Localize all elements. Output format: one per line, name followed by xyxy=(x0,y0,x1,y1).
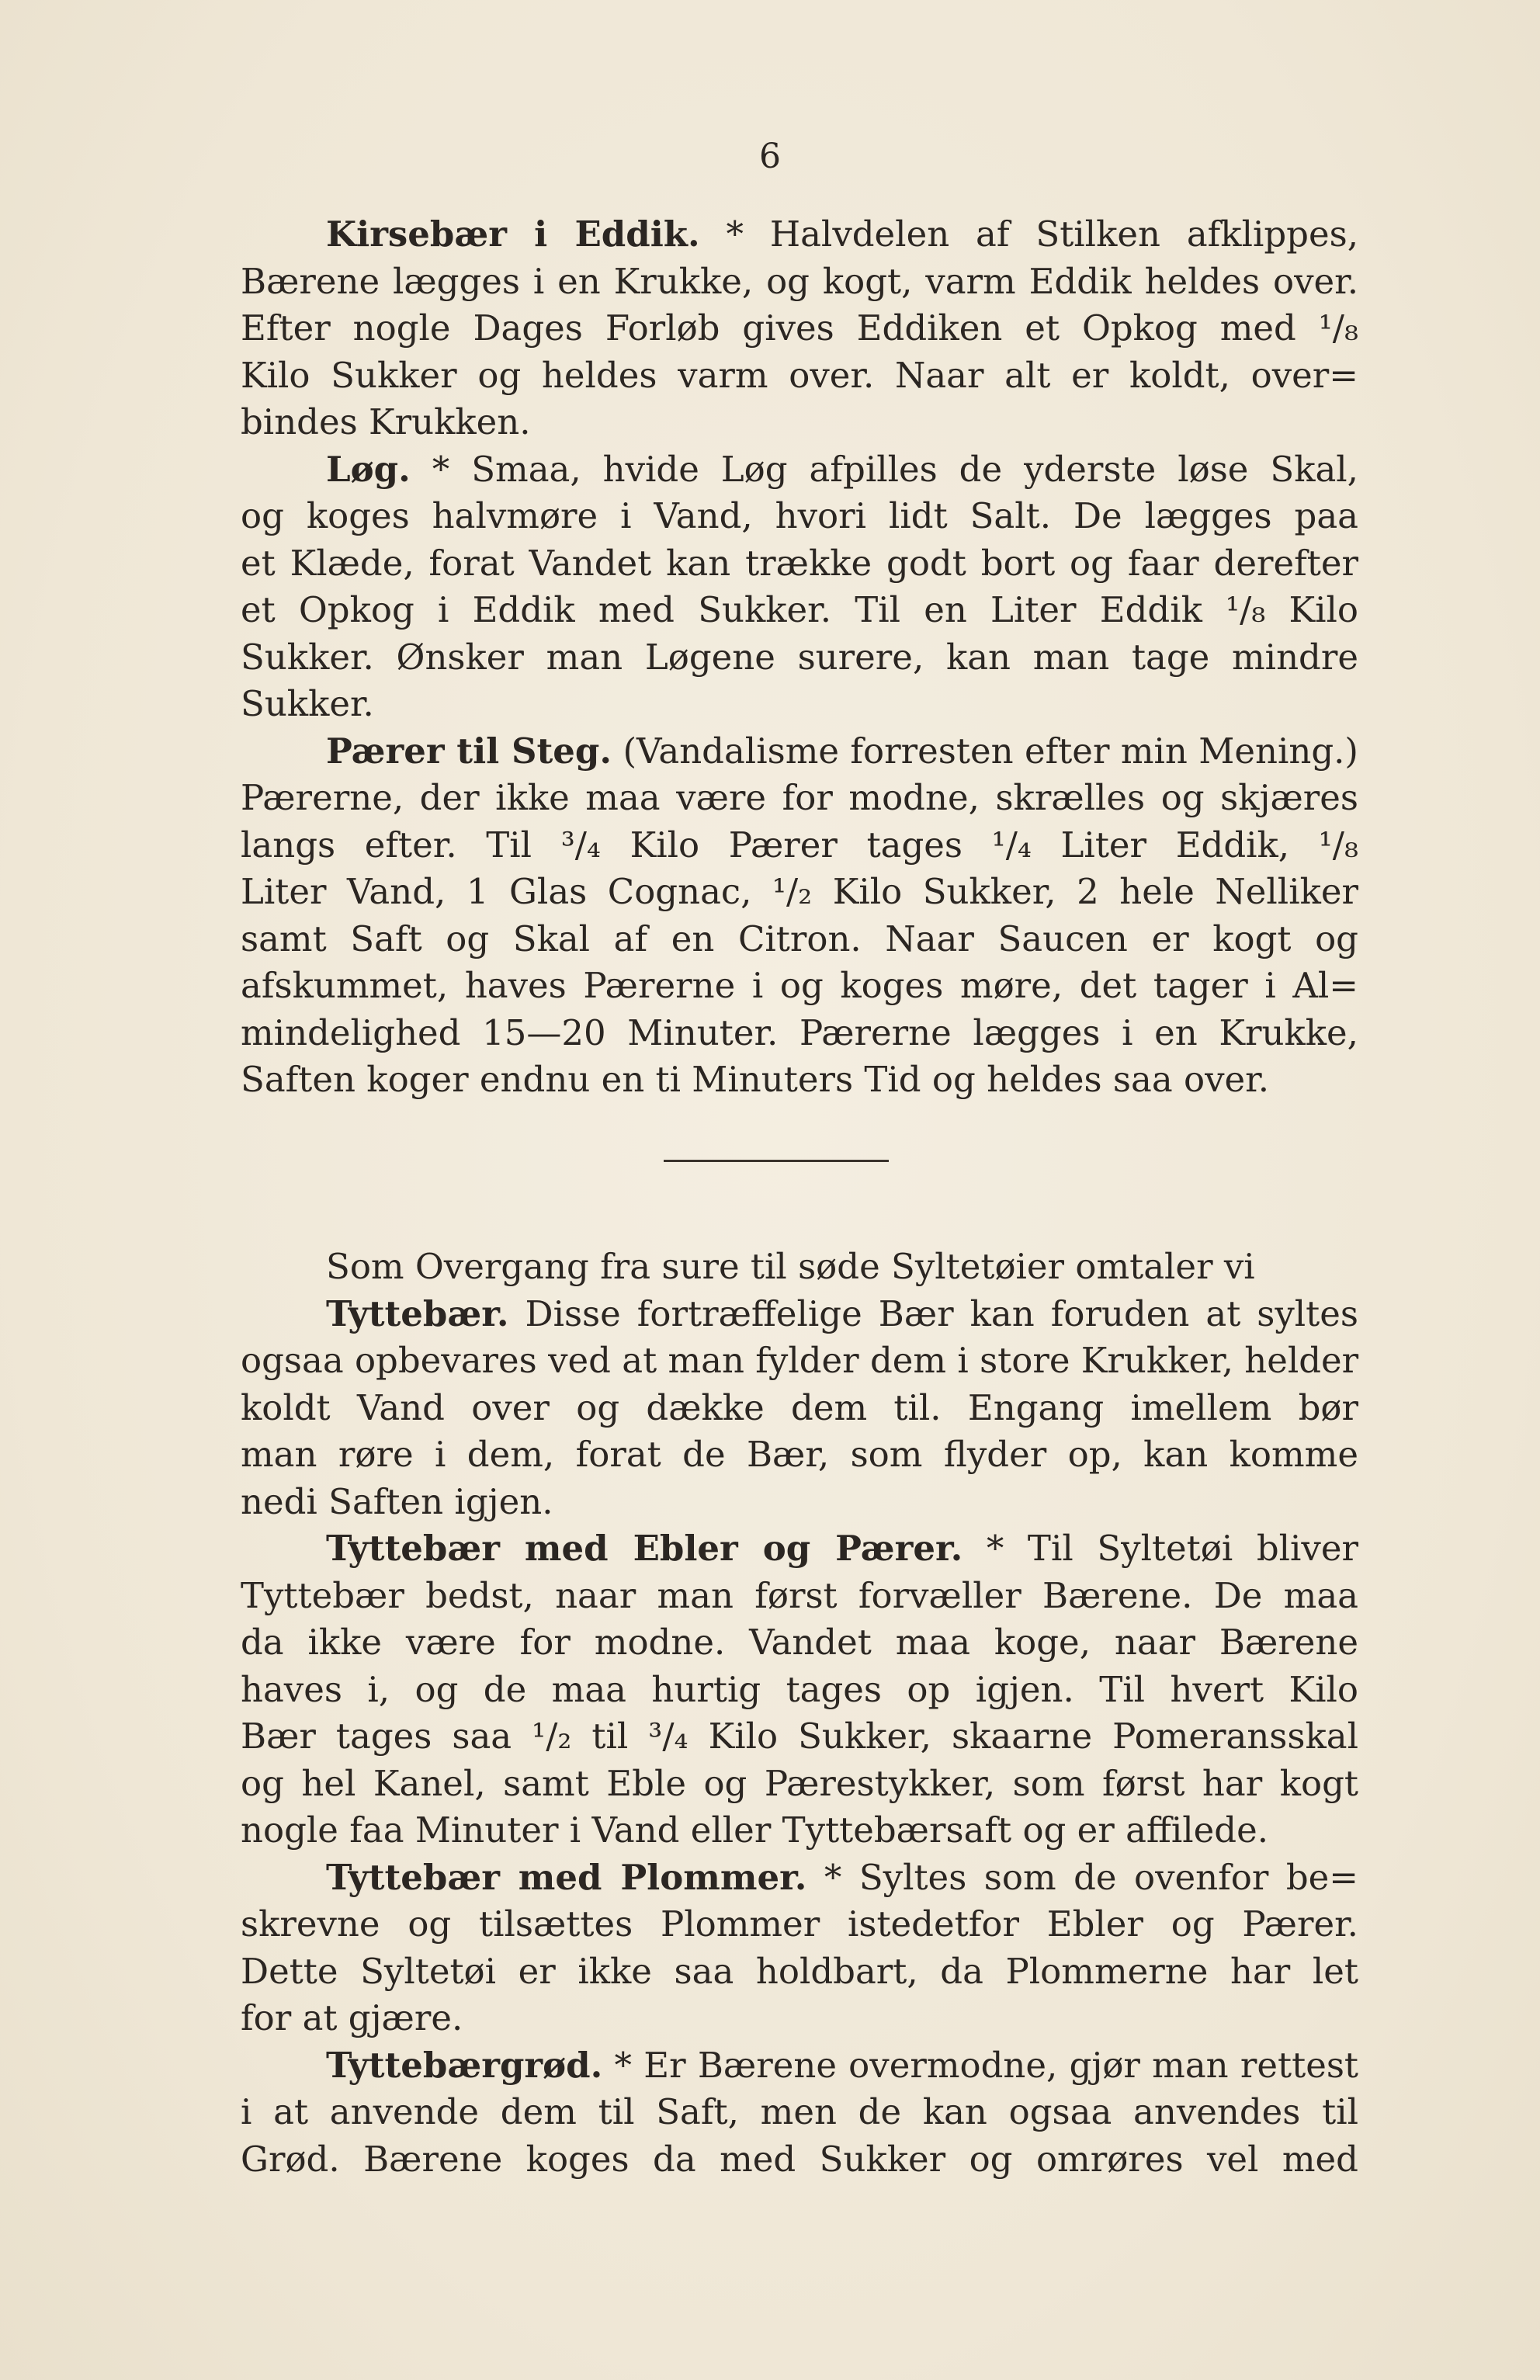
recipe-section-sour xyxy=(241,211,1358,1104)
text-line xyxy=(241,1901,1358,1948)
line-text: nedi Saften igjen. xyxy=(241,1480,553,1522)
line-text: Bærene lægges i en Krukke, og kogt, varm Eddik heldes over. xyxy=(241,260,1358,302)
section-divider xyxy=(664,1160,889,1162)
text-line xyxy=(241,1573,1358,1620)
text-line xyxy=(241,1385,1358,1432)
line-text: * Smaa, hvide Løg afpilles de yderste løse Skal, xyxy=(410,448,1358,490)
text-line xyxy=(241,399,1358,446)
line-text: og hel Kanel, samt Eble og Pærestykker, som først har kogt xyxy=(241,1762,1358,1804)
text-line xyxy=(241,681,1358,728)
text-line xyxy=(241,1431,1358,1479)
recipe-heading: Kirsebær i Eddik. xyxy=(326,213,700,255)
recipe-section-sweet xyxy=(241,1244,1358,2183)
recipe-heading: Tyttebærgrød. xyxy=(326,2044,603,2086)
line-text: langs efter. Til ³/₄ Kilo Pærer tages ¹/₄ Liter Eddik, ¹/₈ xyxy=(241,824,1358,866)
line-text: Dette Syltetøi er ikke saa holdbart, da Plommerne har let xyxy=(241,1950,1358,1992)
text-line xyxy=(241,1056,1358,1104)
line-text: Grød. Bærene koges da med Sukker og omrøres vel med xyxy=(241,2138,1358,2180)
line-text: Liter Vand, 1 Glas Cognac, ¹/₂ Kilo Sukker, 2 hele Nelliker xyxy=(241,871,1358,912)
line-text: haves i, og de maa hurtig tages op igjen. Til hvert Kilo xyxy=(241,1668,1358,1710)
text-line xyxy=(241,352,1358,400)
line-text: afskummet, haves Pærerne i og koges møre, det tager i Al= xyxy=(241,965,1358,1006)
text-line xyxy=(241,2136,1358,2184)
line-text: Pærerne, der ikke maa være for modne, skrælles og skjæres xyxy=(241,777,1358,818)
line-text: Sukker. xyxy=(241,683,374,724)
text-line xyxy=(241,1010,1358,1057)
recipe-heading: Pærer til Steg. xyxy=(326,730,612,772)
line-text: Kilo Sukker og heldes varm over. Naar alt er koldt, over= xyxy=(241,354,1358,396)
recipe-heading: Løg. xyxy=(326,448,411,490)
line-text: ogsaa opbevares ved at man fylder dem i store Krukker, helder xyxy=(241,1340,1359,1381)
text-line xyxy=(241,634,1358,682)
text-line xyxy=(241,822,1358,869)
text-line xyxy=(241,1291,1358,1338)
line-text: * Til Syltetøi bliver xyxy=(962,1528,1358,1569)
line-text: mindelighed 15—20 Minuter. Pærerne lægges i en Krukke, xyxy=(241,1011,1358,1053)
line-text: bindes Krukken. xyxy=(241,401,531,442)
text-line xyxy=(241,1713,1358,1761)
line-text: samt Saft og Skal af en Citron. Naar Saucen er kogt og xyxy=(241,918,1358,959)
line-text: Bær tages saa ¹/₂ til ³/₄ Kilo Sukker, skaarne Pomeransskal xyxy=(241,1716,1358,1757)
line-text: * Er Bærene overmodne, gjør man rettest xyxy=(602,2044,1358,2086)
line-text: et Klæde, forat Vandet kan trække godt bort og faar derefter xyxy=(241,542,1358,584)
text-line xyxy=(241,211,1358,258)
line-text: et Opkog i Eddik med Sukker. Til en Liter Eddik ¹/₈ Kilo xyxy=(241,589,1358,630)
text-line xyxy=(241,775,1358,822)
text-line xyxy=(241,1995,1358,2042)
text-line xyxy=(241,1525,1358,1573)
text-line xyxy=(241,1854,1358,1902)
text-line xyxy=(241,305,1358,352)
line-text: da ikke være for modne. Vandet maa koge, naar Bærene xyxy=(241,1622,1358,1663)
line-text: i at anvende dem til Saft, men de kan ogsaa anvendes til xyxy=(241,2091,1358,2132)
line-text: (Vandalisme forresten efter min Mening.) xyxy=(612,730,1358,772)
line-text: Sukker. Ønsker man Løgene surere, kan man tage mindre xyxy=(241,636,1358,678)
text-line xyxy=(241,446,1358,494)
text-line xyxy=(241,869,1358,916)
text-line xyxy=(241,493,1358,540)
line-text: skrevne og tilsættes Plommer istedetfor Ebler og Pærer. xyxy=(241,1903,1358,1945)
text-line xyxy=(241,916,1358,963)
text-line xyxy=(241,963,1358,1010)
text-line xyxy=(241,1667,1358,1714)
line-text: nogle faa Minuter i Vand eller Tyttebærsaft og er affilede. xyxy=(241,1809,1269,1851)
text-line xyxy=(241,2042,1358,2090)
text-line xyxy=(241,1479,1358,1526)
line-text: koldt Vand over og dække dem til. Engang imellem bør xyxy=(241,1386,1358,1428)
line-text: man røre i dem, forat de Bær, som flyder op, kan komme xyxy=(241,1434,1358,1475)
line-text: Tyttebær bedst, naar man først forvæller Bærene. De maa xyxy=(241,1574,1358,1616)
line-text: * Halvdelen af Stilken afklippes, xyxy=(699,213,1358,255)
line-text: Saften koger endnu en ti Minuters Tid og heldes saa over. xyxy=(241,1059,1269,1100)
line-text: Som Overgang fra sure til søde Syltetøier omtaler vi xyxy=(326,1246,1255,1287)
recipe-heading: Tyttebær med Plommer. xyxy=(326,1856,807,1898)
text-line xyxy=(241,1948,1358,1996)
page-number: 6 xyxy=(759,137,781,176)
line-text: og koges halvmøre i Vand, hvori lidt Salt. De lægges paa xyxy=(241,495,1358,536)
text-line xyxy=(241,1761,1358,1808)
line-text: for at gjære. xyxy=(241,1997,463,2038)
line-text: * Syltes som de ovenfor be= xyxy=(806,1856,1358,1898)
text-line xyxy=(241,587,1358,634)
line-text: Disse fortræffelige Bær kan foruden at syltes xyxy=(508,1292,1358,1334)
text-line xyxy=(241,1337,1358,1385)
recipe-heading: Tyttebær med Ebler og Pærer. xyxy=(326,1528,963,1569)
line-text: Efter nogle Dages Forløb gives Eddiken et Opkog med ¹/₈ xyxy=(241,307,1358,349)
text-line xyxy=(241,1244,1358,1291)
text-line xyxy=(241,1619,1358,1667)
text-line xyxy=(241,540,1358,588)
text-line xyxy=(241,728,1358,775)
recipe-heading: Tyttebær. xyxy=(326,1292,509,1334)
text-line xyxy=(241,1807,1358,1854)
text-line xyxy=(241,258,1358,306)
text-line xyxy=(241,2089,1358,2136)
